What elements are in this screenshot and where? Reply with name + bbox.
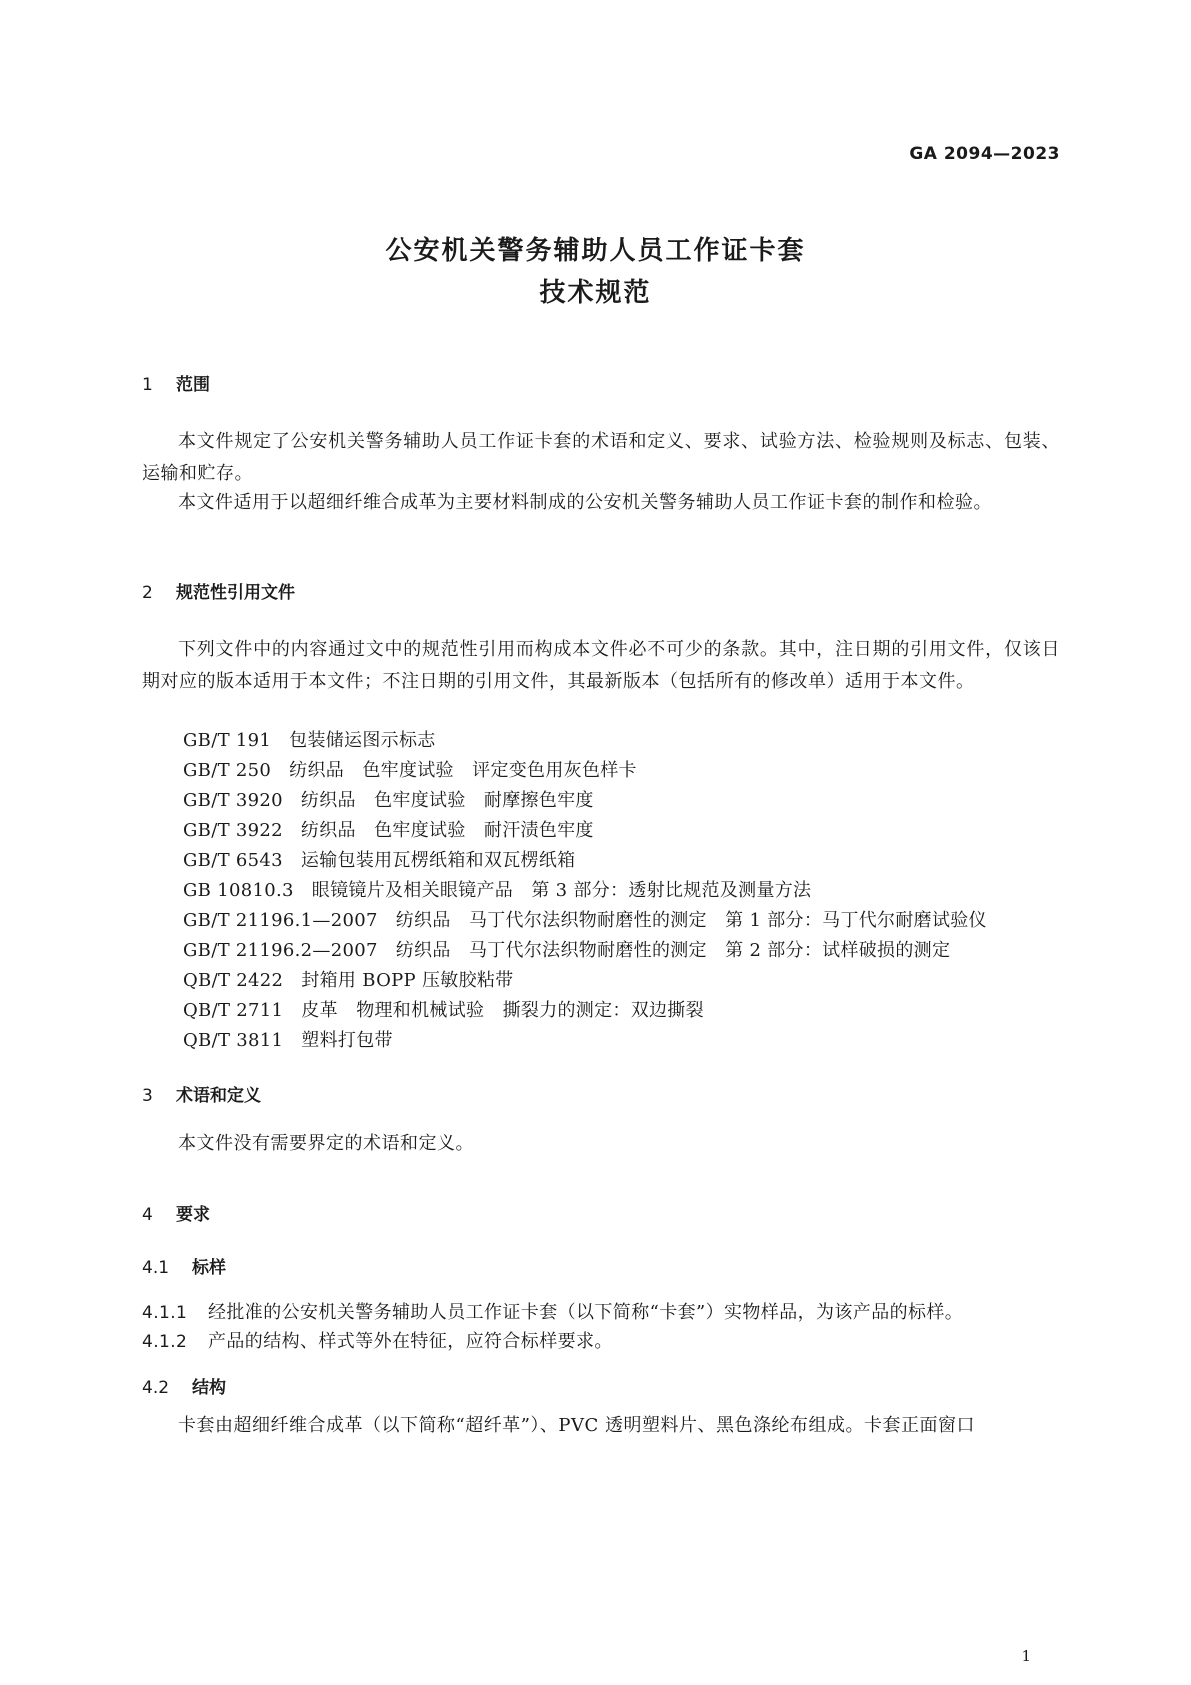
reference-item <box>183 1026 393 1052</box>
section-number: 3 <box>142 1086 153 1106</box>
reference-title: 纺织品 色牢度试验 耐汗渍色牢度 <box>300 820 594 841</box>
reference-title: 纺织品 色牢度试验 耐摩擦色牢度 <box>300 790 594 811</box>
clause-4-1-2 <box>142 1327 613 1353</box>
standard-code: GA 2094—2023 <box>909 144 1060 164</box>
clause-text: 经批准的公安机关警务辅助人员工作证卡套（以下简称“卡套”）实物样品，为该产品的标样。 <box>208 1302 964 1323</box>
section-2-paragraph-1: 下列文件中的内容通过文中的规范性引用而构成本文件必不可少的条款。其中，注日期的引用文件，仅该日期对应的版本适用于本文件；不注日期的引用文件，其最新版本（包括所有的修改单）适用于本文件。 <box>142 639 1060 692</box>
reference-item <box>183 876 811 902</box>
section-number: 4 <box>142 1205 153 1225</box>
reference-code: GB/T 191 <box>183 730 272 751</box>
reference-title: 包装储运图示标志 <box>289 730 436 751</box>
section-3-heading <box>142 1081 261 1106</box>
reference-title: 纺织品 马丁代尔法织物耐磨性的测定 第 1 部分：马丁代尔耐磨试验仪 <box>395 910 987 931</box>
section-1-heading <box>142 370 210 395</box>
section-number: 1 <box>142 375 153 395</box>
reference-item <box>183 936 950 962</box>
reference-item <box>183 906 987 932</box>
reference-title: 纺织品 马丁代尔法织物耐磨性的测定 第 2 部分：试样破损的测定 <box>395 940 951 961</box>
reference-title: 塑料打包带 <box>301 1030 393 1051</box>
section-3-paragraph-1: 本文件没有需要界定的术语和定义。 <box>178 1133 474 1154</box>
subsection-4-2-heading <box>142 1373 226 1398</box>
reference-item <box>183 816 594 842</box>
subsection-number: 4.2 <box>142 1378 170 1398</box>
reference-item <box>183 786 594 812</box>
reference-code: GB 10810.3 <box>183 880 294 901</box>
reference-code: GB/T 21196.1—2007 <box>183 910 378 931</box>
reference-code: GB/T 3920 <box>183 790 283 811</box>
section-1-paragraph-2: 本文件适用于以超细纤维合成革为主要材料制成的公安机关警务辅助人员工作证卡套的制作和检验。 <box>178 492 992 513</box>
subsection-title: 标样 <box>192 1258 226 1278</box>
reference-item <box>183 756 637 782</box>
subsection-4-2-paragraph: 卡套由超细纤维合成革（以下简称“超纤革”）、PVC 透明塑料片、黑色涤纶布组成。卡套正面窗口 <box>178 1415 976 1436</box>
section-4-heading <box>142 1200 210 1225</box>
reference-item <box>183 996 704 1022</box>
reference-title: 运输包装用瓦楞纸箱和双瓦楞纸箱 <box>300 850 576 871</box>
reference-item <box>183 966 513 992</box>
clause-number: 4.1.2 <box>142 1332 188 1352</box>
reference-title: 纺织品 色牢度试验 评定变色用灰色样卡 <box>289 760 637 781</box>
reference-title: 皮革 物理和机械试验 撕裂力的测定：双边撕裂 <box>301 1000 704 1021</box>
section-title: 范围 <box>176 375 210 395</box>
clause-number: 4.1.1 <box>142 1303 188 1323</box>
section-1-paragraph-1: 本文件规定了公安机关警务辅助人员工作证卡套的术语和定义、要求、试验方法、检验规则及标志、包装、运输和贮存。 <box>142 431 1060 484</box>
subsection-4-1-heading <box>142 1253 226 1278</box>
clause-4-1-1 <box>142 1298 963 1324</box>
reference-title: 眼镜镜片及相关眼镜产品 第 3 部分：透射比规范及测量方法 <box>311 880 812 901</box>
section-title: 要求 <box>176 1205 210 1225</box>
reference-code: GB/T 3922 <box>183 820 283 841</box>
reference-code: QB/T 2711 <box>183 1000 284 1021</box>
page-number: 1 <box>1021 1647 1031 1665</box>
subsection-title: 结构 <box>192 1378 226 1398</box>
clause-text: 产品的结构、样式等外在特征，应符合标样要求。 <box>208 1331 613 1352</box>
section-number: 2 <box>142 583 153 603</box>
reference-code: QB/T 2422 <box>183 970 284 991</box>
subsection-number: 4.1 <box>142 1258 170 1278</box>
reference-code: GB/T 250 <box>183 760 272 781</box>
reference-code: GB/T 21196.2—2007 <box>183 940 378 961</box>
reference-code: GB/T 6543 <box>183 850 283 871</box>
reference-code: QB/T 3811 <box>183 1030 284 1051</box>
document-subtitle: 技术规范 <box>539 278 652 308</box>
section-2-heading <box>142 578 295 603</box>
document-title: 公安机关警务辅助人员工作证卡套 <box>385 236 806 266</box>
reference-item <box>183 726 436 752</box>
reference-item <box>183 846 575 872</box>
section-title: 术语和定义 <box>176 1086 261 1106</box>
reference-title: 封箱用 BOPP 压敏胶粘带 <box>301 970 514 991</box>
section-title: 规范性引用文件 <box>176 583 295 603</box>
